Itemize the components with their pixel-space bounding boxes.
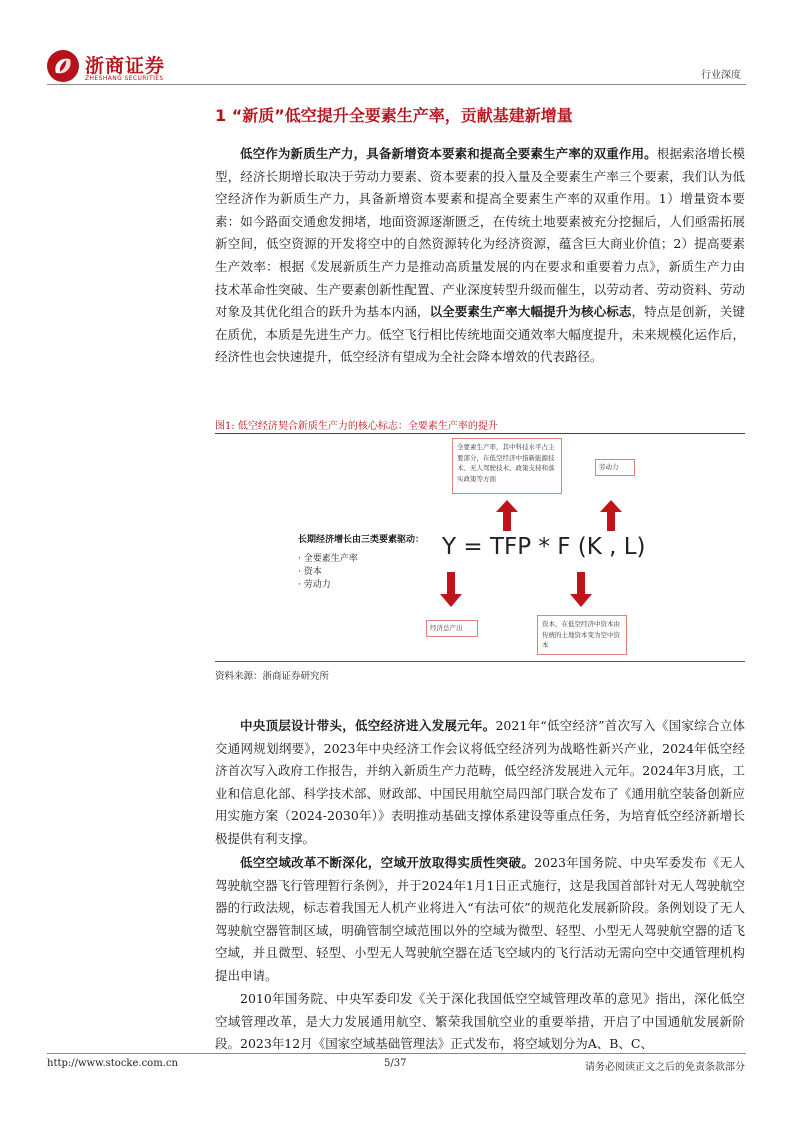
paragraph-2 xyxy=(215,715,745,851)
arrow-down-output-icon xyxy=(440,572,462,607)
footer-website-link[interactable]: http://www.stocke.com.cn xyxy=(47,1058,178,1069)
figure-bottom-rule xyxy=(215,661,745,662)
report-type: 行业深度 xyxy=(701,70,741,81)
tfp-note-box: 全要素生产率，其中科技水平占主要部分，在低空经济中指新能源技术、无人驾驶技术、政策支持和落实政策等方面 xyxy=(452,438,562,494)
paragraph-4 xyxy=(215,988,745,1056)
company-sub-name: ZHESHANG SECURITIES xyxy=(85,75,164,82)
solow-formula: Y = TFP * F (K , L) xyxy=(442,534,646,560)
factor-bullet-labor: · 劳动力 xyxy=(298,580,331,590)
figure-caption: 图1: 低空经济契合新质生产力的核心标志：全要素生产率的提升 xyxy=(215,421,498,432)
section-title: 1 “新质”低空提升全要素生产率，贡献基建新增量 xyxy=(215,106,573,125)
factor-bullet-capital: · 资本 xyxy=(298,567,322,577)
paragraph-1-tail: ，特点是创新，关键在质优，本质是先进生产力。低空飞行相比传统地面交通效率大幅度提升，未来规模化运作后，经济性也会快速提升，低空经济有望成为全社会降本增效的代表路径。 xyxy=(215,304,745,365)
capital-note-box: 资本，在低空经济中资本由传统的土地资本变为空中资本 xyxy=(537,615,627,655)
factor-bullet-tfp: · 全要素生产率 xyxy=(298,554,358,564)
paragraph-3-body: 2023年国务院、中央军委发布《无人驾驶航空器飞行管理暂行条例》，并于2024年1月1日正式施行，这是我国首部针对无人驾驶航空器的行政法规，标志着我国无人机产业将进入“有法可依”的规范化发展新阶段。条例划设了无人驾驶航空器管制区域，明确管制空域范围以外的空域为微型、轻型、小型无人驾驶航空器的适飞空域，并且微型、轻型、小型无人驾驶航空器在适飞空域内的飞行活动无需向空中交通管理机构提出申请。 xyxy=(215,855,745,983)
paragraph-1-emphasis: 以全要素生产率大幅提升为核心标志 xyxy=(429,304,632,320)
company-name: 浙商证券 xyxy=(85,55,166,77)
paragraph-2-body: 2021年“低空经济”首次写入《国家综合立体交通网规划纲要》，2023年中央经济工作会议将低空经济列为战略性新兴产业，2024年低空经济首次写入政府工作报告，并纳入新质生产力范畴，低空经济发展进入元年。2024年3月底，工业和信息化部、科学技术部、财政部、中国民用航空局四部门联合发布了《通用航空装备创新应用实施方案（2024-2030年）》表明推动基础支撑体系建设等重点任务，为培育低空经济新增长极提供有利支撑。 xyxy=(215,718,745,846)
paragraph-3 xyxy=(215,852,745,988)
paragraph-1-lead: 低空作为新质生产力，具备新增资本要素和提高全要素生产率的双重作用。 xyxy=(240,146,657,161)
figure-intro-text: 长期经济增长由三类要素驱动： xyxy=(298,535,425,545)
paragraph-4-body: 2010年国务院、中央军委印发《关于深化我国低空空域管理改革的意见》指出，深化低空空域管理改革，是大力发展通用航空、繁荣我国航空业的重要举措，开启了中国通航发展新阶段。2023年12月《国家空域基础管理法》正式发布，将空域划分为A、B、C、 xyxy=(215,991,745,1052)
arrow-up-tfp-icon xyxy=(496,500,518,531)
paragraph-1-body: 根据索洛增长模型，经济长期增长取决于劳动力要素、资本要素的投入量及全要素生产率三个要素，我们认为低空经济作为新质生产力，具备新增资本要素和提高全要素生产率的双重作用。1）增量资本要素：如今路面交通愈发拥堵，地面资源逐渐匮乏，在传统土地要素被充分挖掘后，人们亟需拓展新空间，低空资源的开发将空中的自然资源转化为经济资源，蕴含巨大商业价值；2）提高要素生产效率：根据《发展新质生产力是推动高质量发展的内在要求和重要着力点》，新质生产力由技术革命性突破、生产要素创新性配置、产业深度转型升级而催生，以劳动者、劳动资料、劳动对象及其优化组合的跃升为基本内涵， xyxy=(215,146,745,320)
figure-source: 资料来源：浙商证券研究所 xyxy=(215,671,330,682)
paragraph-2-lead: 中央顶层设计带头，低空经济进入发展元年。 xyxy=(240,718,496,733)
output-note-box: 经济总产出 xyxy=(426,620,478,637)
page-number: 5/37 xyxy=(384,1058,407,1069)
labor-note-box: 劳动力 xyxy=(595,459,635,476)
footer-divider xyxy=(47,1053,746,1054)
paragraph-3-lead: 低空空域改革不断深化，空域开放取得实质性突破。 xyxy=(240,855,535,870)
arrow-down-capital-icon xyxy=(570,572,592,607)
arrow-up-labor-icon xyxy=(600,500,622,531)
footer-disclaimer: 请务必阅读正文之后的免责条款部分 xyxy=(585,1062,745,1073)
